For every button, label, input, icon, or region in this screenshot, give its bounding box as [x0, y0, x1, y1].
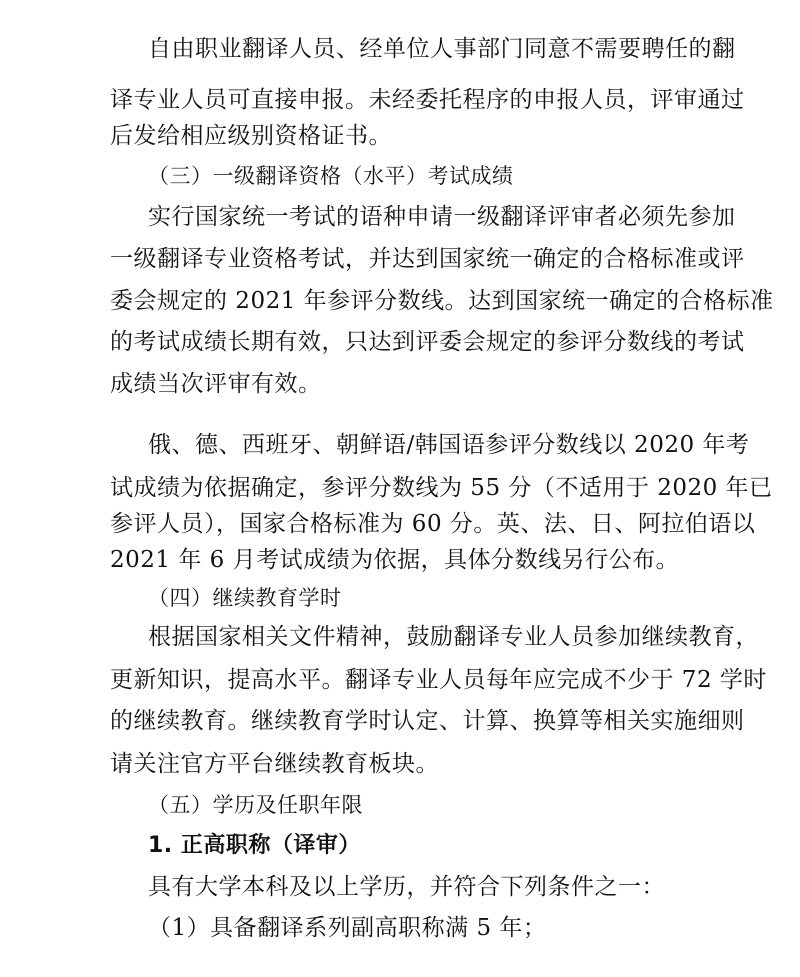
paragraph-line: 根据国家相关文件精神，鼓励翻译专业人员参加继续教育，: [148, 624, 759, 650]
paragraph-line: 的继续教育。继续教育学时认定、计算、换算等相关实施细则: [110, 708, 745, 734]
paragraph-line: 更新知识，提高水平。翻译专业人员每年应完成不少于 72 学时: [110, 667, 767, 693]
paragraph-line: 具有大学本科及以上学历，并符合下列条件之一：: [148, 874, 665, 900]
paragraph-line: 自由职业翻译人员、经单位人事部门同意不需要聘任的翻: [148, 36, 736, 62]
paragraph-line: 一级翻译专业资格考试，并达到国家统一确定的合格标准或评: [110, 246, 745, 272]
paragraph-line: 实行国家统一考试的语种申请一级翻译评审者必须先参加: [148, 204, 736, 230]
paragraph-line: 2021 年 6 月考试成绩为依据，具体分数线另行公布。: [110, 547, 680, 573]
paragraph-line: 后发给相应级别资格证书。: [110, 123, 392, 149]
section-heading: （三）一级翻译资格（水平）考试成绩: [148, 164, 514, 188]
list-item: （1）具备翻译系列副高职称满 5 年；: [148, 915, 547, 941]
paragraph-line: 俄、德、西班牙、朝鲜语/韩国语参评分数线以 2020 年考: [148, 432, 750, 458]
section-heading: （四）继续教育学时: [148, 586, 342, 610]
paragraph-line: 请关注官方平台继续教育板块。: [110, 751, 439, 777]
paragraph-line: 的考试成绩长期有效，只达到评委会规定的参评分数线的考试: [110, 329, 745, 355]
paragraph-line: 试成绩为依据确定，参评分数线为 55 分（不适用于 2020 年已: [110, 475, 773, 501]
paragraph-line: 参评人员），国家合格标准为 60 分。英、法、日、阿拉伯语以: [110, 511, 756, 537]
paragraph-line: 译专业人员可直接申报。未经委托程序的申报人员，评审通过: [110, 87, 745, 113]
section-heading: （五）学历及任职年限: [148, 793, 363, 817]
subsection-heading: 1. 正高职称（译审）: [148, 833, 361, 858]
paragraph-line: 成绩当次评审有效。: [110, 371, 322, 397]
paragraph-line: 委会规定的 2021 年参评分数线。达到国家统一确定的合格标准: [110, 288, 774, 314]
